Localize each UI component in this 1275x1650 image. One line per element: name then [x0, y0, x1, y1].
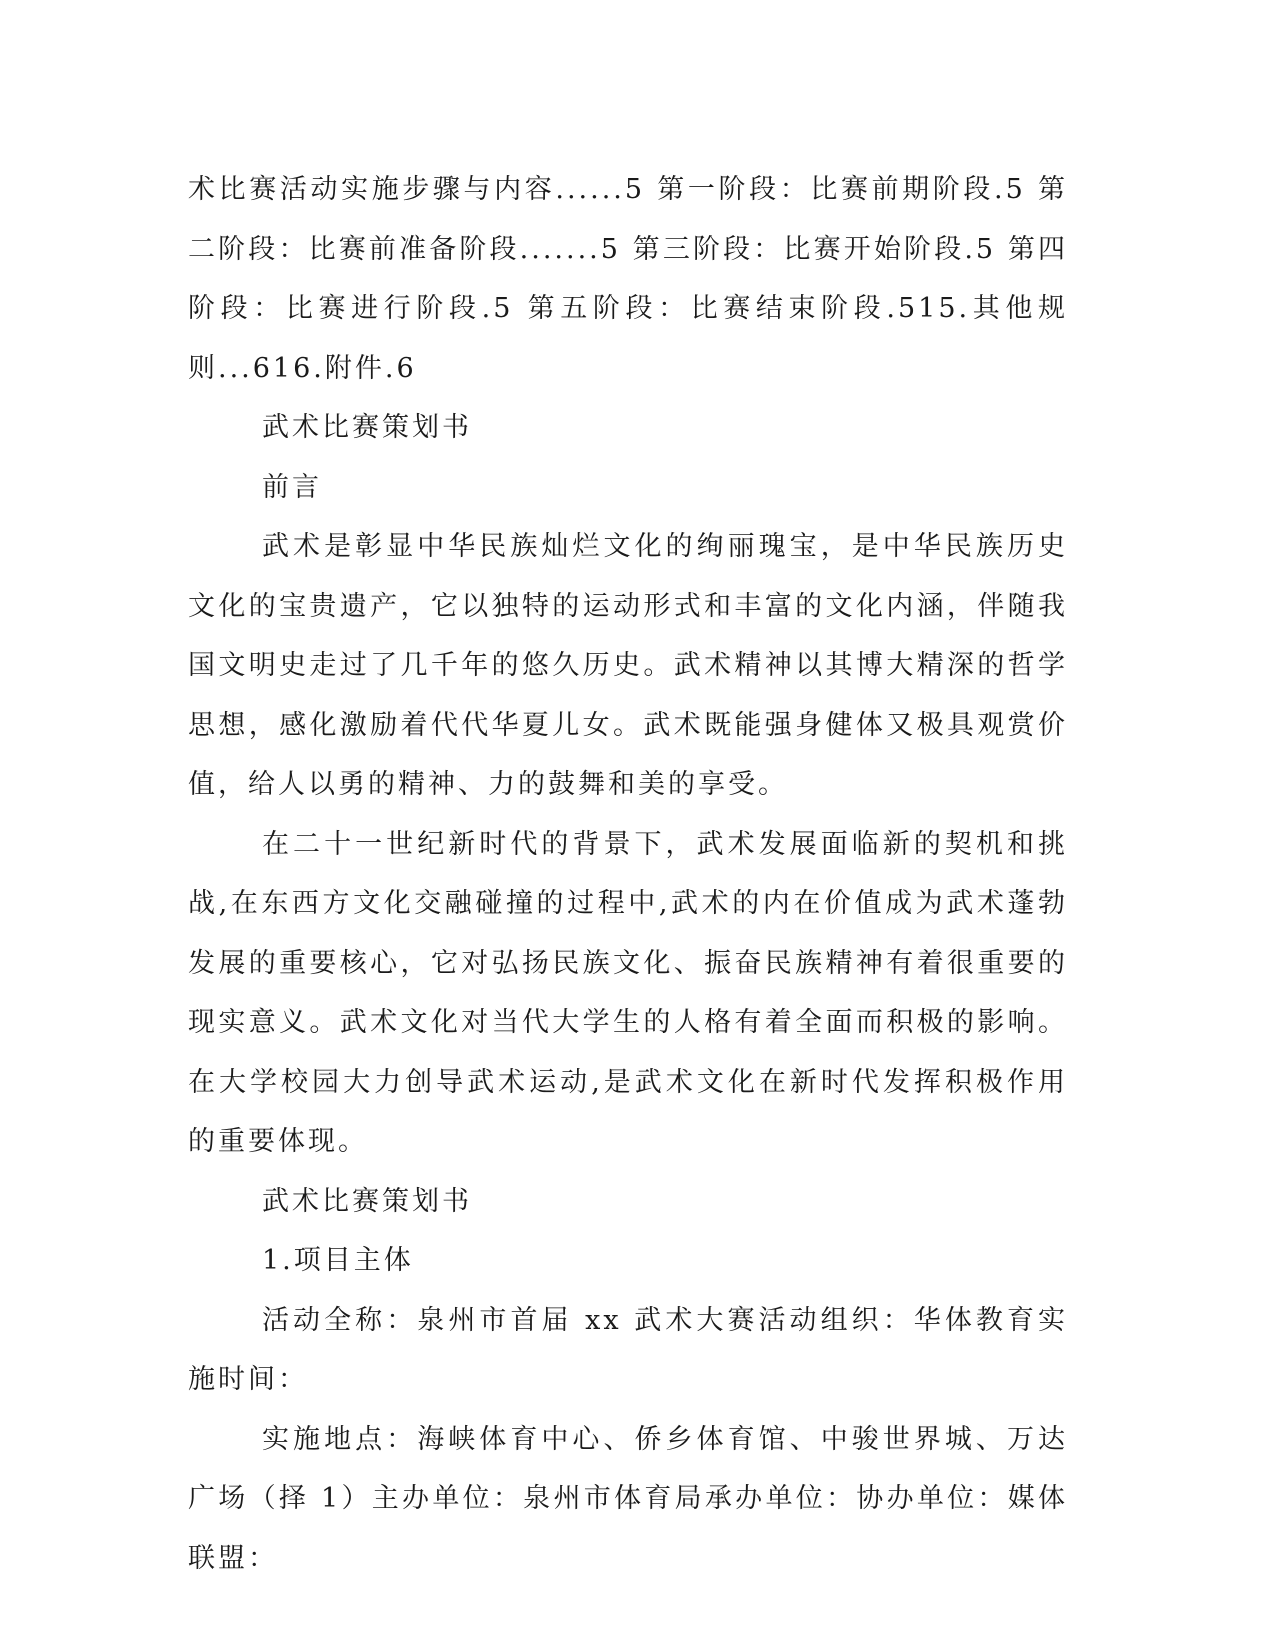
preface-paragraph-2: 在二十一世纪新时代的背景下，武术发展面临新的契机和挑战,在东西方文化交融碰撞的过程中,武术的内在价值成为武术蓬勃发展的重要核心，它对弘扬民族文化、振奋民族精神有着很重要的现实意义。武术文化对当代大学生的人格有着全面而积极的影响。在大学校园大力创导武术运动,是武术文化在新时代发挥积极作用的重要体现。 — [188, 828, 1068, 1157]
toc-continuation-paragraph: 术比赛活动实施步骤与内容......5 第一阶段：比赛前期阶段.5 第二阶段：比赛前准备阶段.......5 第三阶段：比赛开始阶段.5 第四阶段：比赛进行阶段.5 第五阶段：比赛结束阶段.515.其他规则...616.附件.6 — [188, 174, 1068, 384]
document-title-repeat: 武术比赛策划书 — [262, 1185, 472, 1217]
section-heading-project-subject: 1.项目主体 — [262, 1245, 414, 1276]
preface-paragraph-1: 武术是彰显中华民族灿烂文化的绚丽瑰宝，是中华民族历史文化的宝贵遗产，它以独特的运动形式和丰富的文化内涵，伴随我国文明史走过了几千年的悠久历史。武术精神以其博大精深的哲学思想，感化激励着代代华夏儿女。武术既能强身健体又极具观赏价值，给人以勇的精神、力的鼓舞和美的享受。 — [188, 531, 1068, 800]
activity-info-paragraph: 活动全称：泉州市首届 xx 武术大赛活动组织：华体教育实施时间： — [188, 1304, 1068, 1395]
document-title: 武术比赛策划书 — [262, 412, 472, 443]
preface-heading: 前言 — [262, 471, 322, 503]
document-body — [188, 160, 1068, 1588]
venue-info-paragraph: 实施地点：海峡体育中心、侨乡体育馆、中骏世界城、万达广场（择 1）主办单位：泉州市体育局承办单位：协办单位：媒体联盟： — [188, 1423, 1068, 1574]
